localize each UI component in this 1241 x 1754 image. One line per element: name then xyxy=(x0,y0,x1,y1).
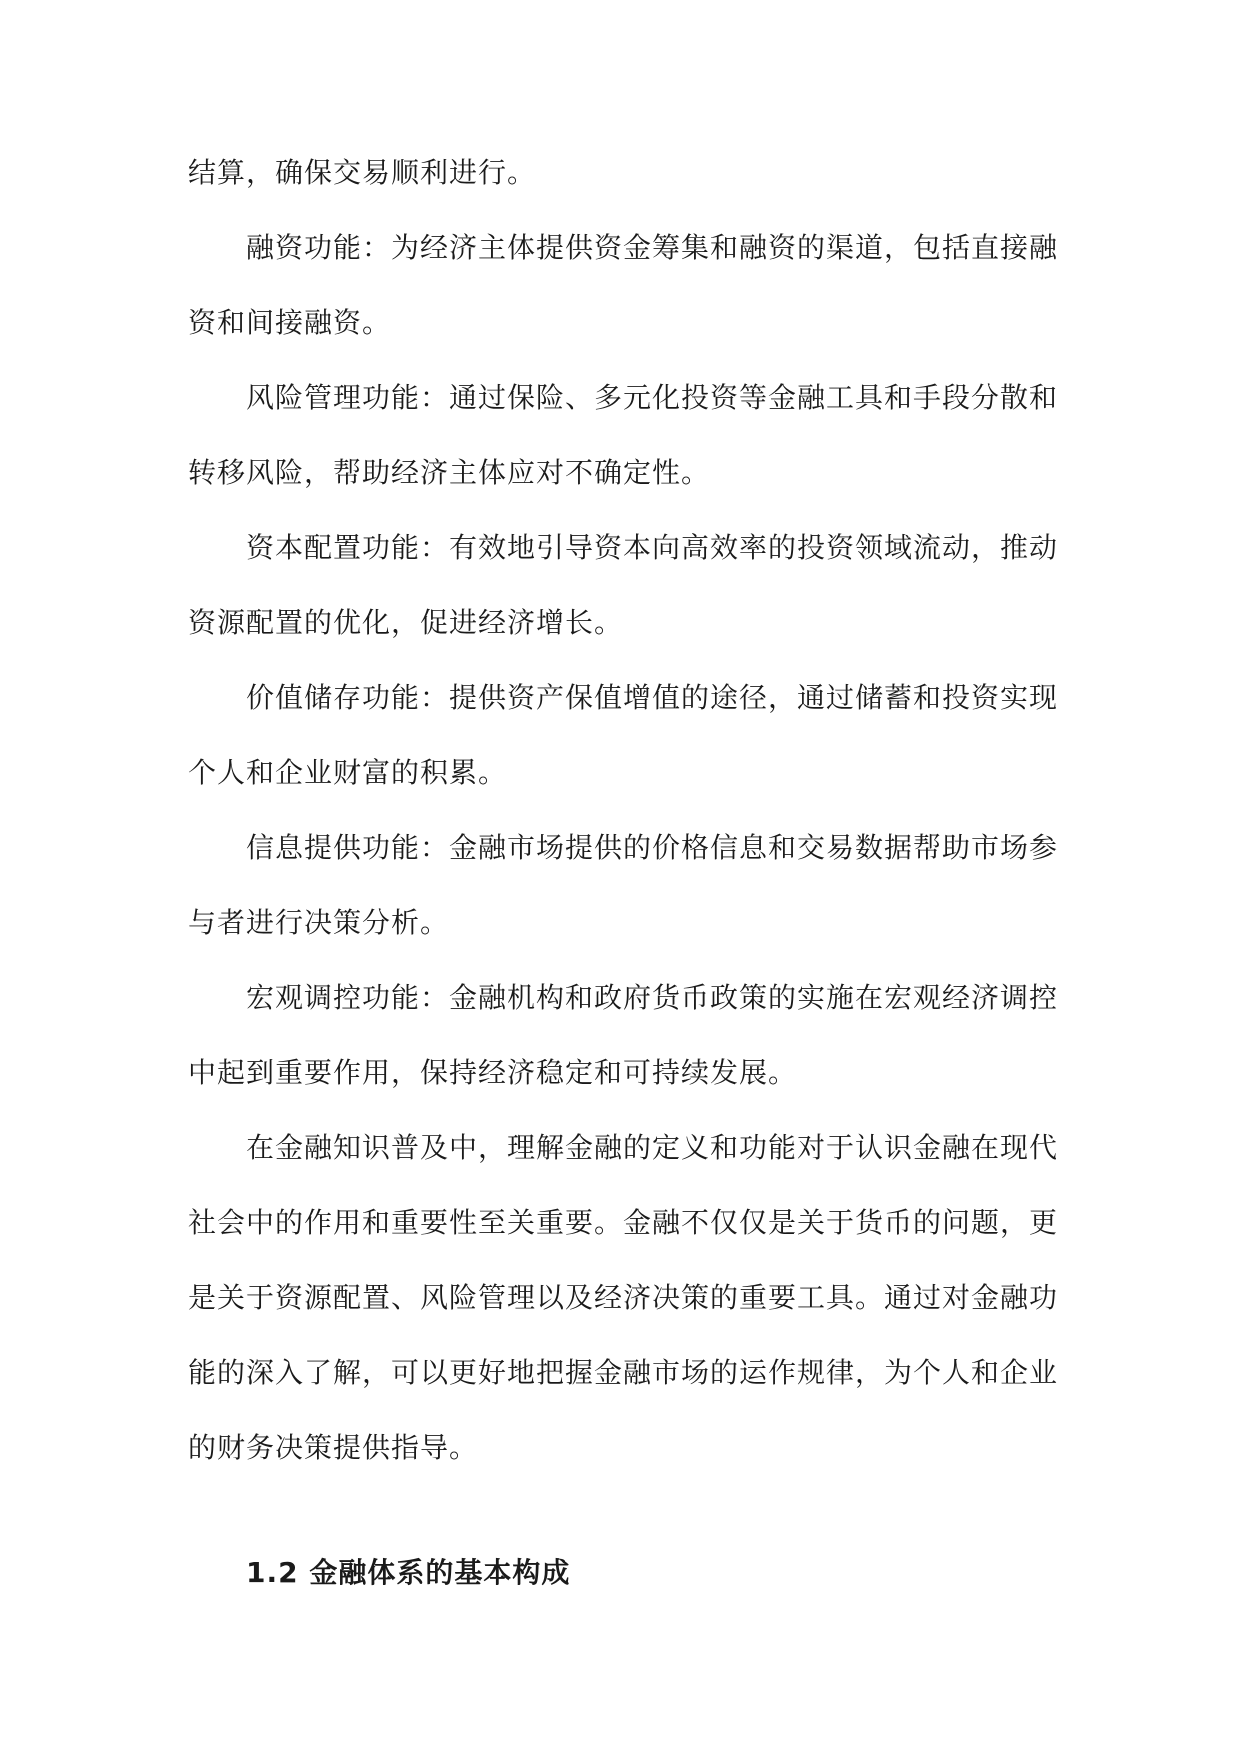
paragraph-settlement-continuation: 结算，确保交易顺利进行。 xyxy=(188,156,537,189)
paragraph-risk-management-function: 风险管理功能：通过保险、多元化投资等金融工具和手段分散和转移风险，帮助经济主体应对不确定性。 xyxy=(188,381,1059,489)
paragraph-financing-function: 融资功能：为经济主体提供资金筹集和融资的渠道，包括直接融资和间接融资。 xyxy=(188,231,1059,339)
paragraph-capital-allocation-function: 资本配置功能：有效地引导资本向高效率的投资领域流动，推动资源配置的优化，促进经济增长。 xyxy=(188,531,1059,639)
paragraph-information-function: 信息提供功能：金融市场提供的价格信息和交易数据帮助市场参与者进行决策分析。 xyxy=(188,831,1059,939)
section-heading: 1.2 金融体系的基本构成 xyxy=(246,1556,571,1589)
paragraph-macro-control-function: 宏观调控功能：金融机构和政府货币政策的实施在宏观经济调控中起到重要作用，保持经济稳定和可持续发展。 xyxy=(188,981,1059,1089)
paragraph-summary: 在金融知识普及中，理解金融的定义和功能对于认识金融在现代社会中的作用和重要性至关重要。金融不仅仅是关于货币的问题，更是关于资源配置、风险管理以及经济决策的重要工具。通过对金融功能的深入了解，可以更好地把握金融市场的运作规律，为个人和企业的财务决策提供指导。 xyxy=(188,1131,1059,1464)
document-page xyxy=(188,135,1058,1593)
paragraph-value-storage-function: 价值储存功能：提供资产保值增值的途径，通过储蓄和投资实现个人和企业财富的积累。 xyxy=(188,681,1059,789)
